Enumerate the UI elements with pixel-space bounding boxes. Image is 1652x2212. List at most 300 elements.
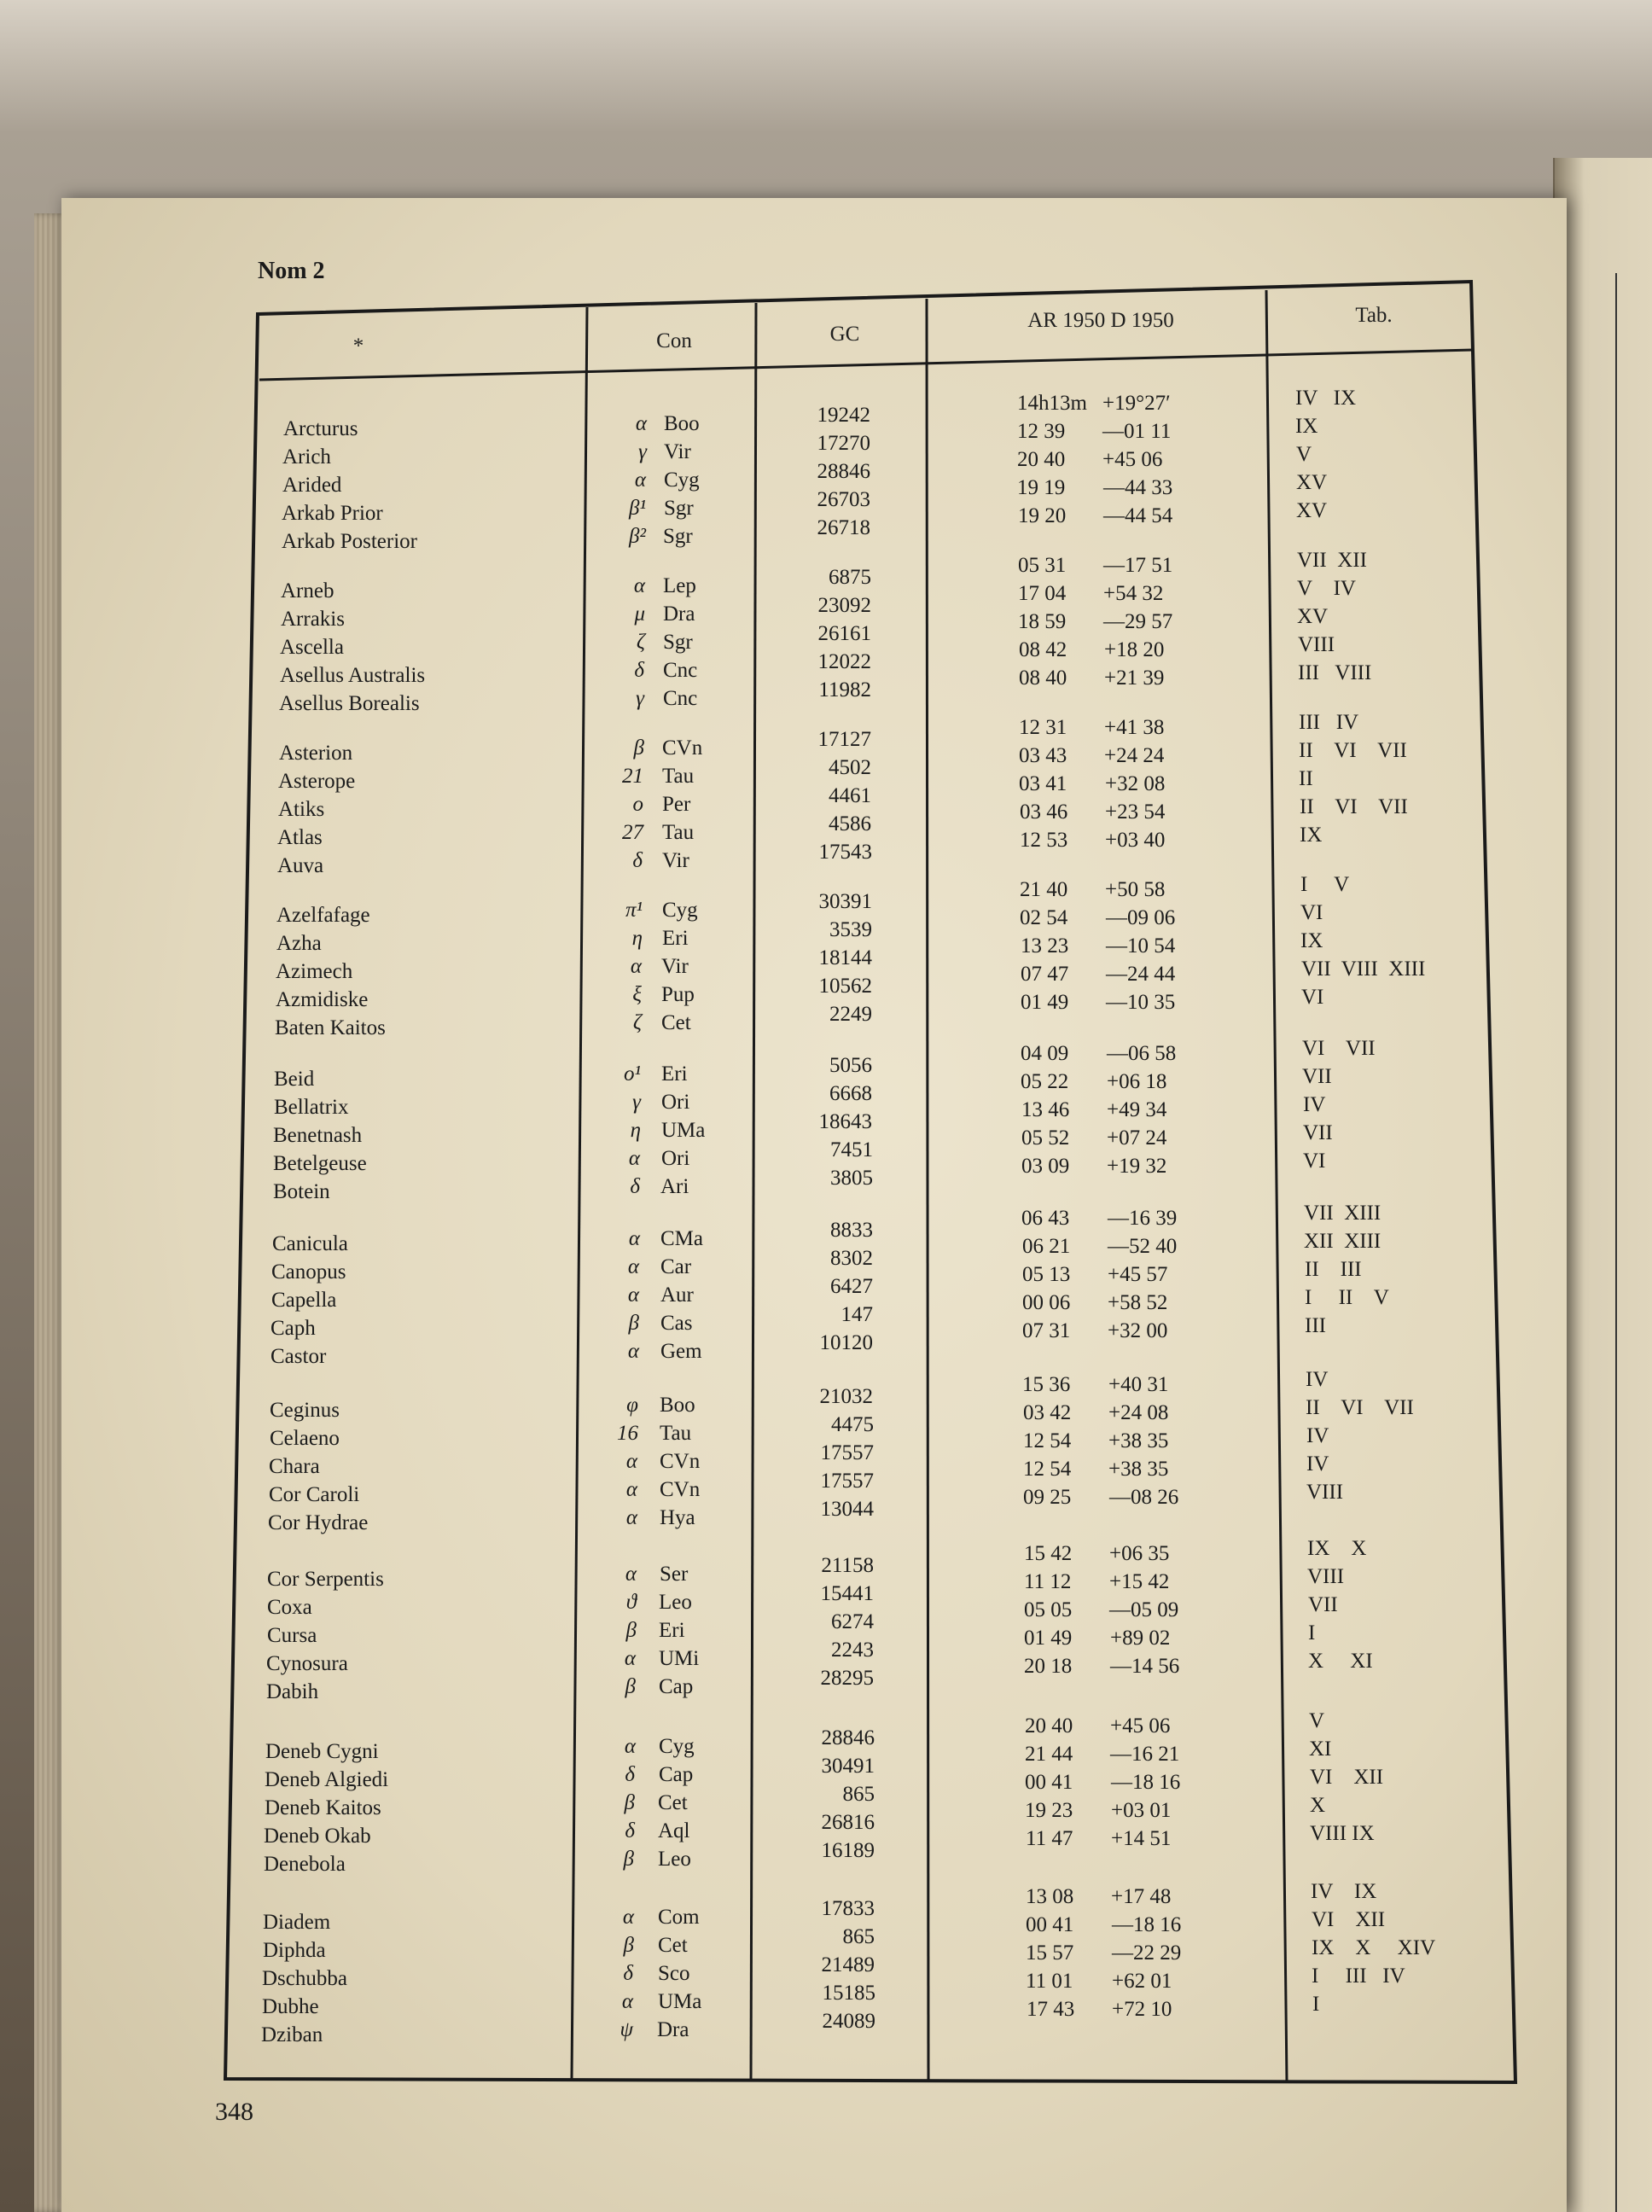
star-name: Auva (277, 854, 324, 877)
right-ascension: 18 59 (1018, 610, 1067, 633)
chart-tables: VII XIII (1304, 1202, 1382, 1225)
gc-number: 28295 (820, 1667, 874, 1690)
chart-tables: VI (1301, 986, 1324, 1009)
star-name: Azha (276, 932, 322, 955)
star-name: Cynosura (266, 1652, 348, 1675)
star-name: Canopus (271, 1260, 346, 1284)
bayer-designation: α (627, 1255, 639, 1278)
star-name: Cor Caroli (269, 1483, 360, 1506)
right-ascension: 05 13 (1022, 1263, 1071, 1286)
right-ascension: 12 53 (1020, 829, 1068, 852)
star-name: Ascella (280, 636, 344, 659)
declination: +41 38 (1104, 716, 1165, 739)
gc-number: 6875 (829, 566, 871, 589)
declination: +32 00 (1108, 1319, 1168, 1342)
star-name: Arcturus (283, 417, 358, 440)
chart-tables: VI XII (1312, 1908, 1386, 1931)
constellation: Eri (661, 1062, 688, 1086)
right-ascension: 12 31 (1019, 716, 1067, 739)
gc-number: 16189 (821, 1839, 875, 1862)
star-name: Arich (282, 445, 331, 469)
star-name: Caph (270, 1317, 316, 1340)
gc-number: 17127 (817, 728, 871, 751)
chart-tables: VII VIII XIII (1301, 958, 1426, 981)
bayer-designation: π¹ (625, 899, 643, 922)
bayer-designation: α (628, 1227, 640, 1250)
gc-number: 8302 (830, 1247, 873, 1270)
header-coords: AR 1950 D 1950 (1027, 309, 1174, 332)
right-ascension: 01 49 (1021, 991, 1069, 1014)
right-ascension: 00 41 (1026, 1913, 1074, 1936)
chart-tables: II VI VII (1300, 795, 1408, 818)
constellation: Tau (660, 1422, 692, 1445)
star-name: Ceginus (270, 1399, 340, 1422)
declination: +14 51 (1111, 1827, 1172, 1850)
star-name: Baten Kaitos (275, 1016, 386, 1039)
constellation: Hya (660, 1506, 695, 1529)
gc-number: 13044 (820, 1498, 874, 1521)
bayer-designation: μ (634, 602, 645, 626)
bayer-designation: α (625, 1563, 637, 1586)
bayer-designation: α (625, 1478, 637, 1501)
right-ascension: 03 09 (1021, 1155, 1070, 1178)
chart-tables: IV IX (1295, 387, 1357, 410)
star-name: Arided (282, 474, 342, 497)
right-ascension: 01 49 (1024, 1627, 1073, 1650)
gc-number: 11982 (818, 678, 871, 701)
gc-number: 17543 (818, 841, 872, 864)
gc-number: 30391 (818, 890, 872, 913)
right-ascension: 07 47 (1021, 963, 1069, 986)
chart-tables: I (1308, 1621, 1316, 1644)
star-name: Azelfafage (276, 904, 370, 927)
declination: —24 44 (1106, 963, 1176, 986)
header-tab: Tab. (1355, 304, 1393, 327)
chart-tables: IV (1306, 1452, 1329, 1476)
star-name: Arkab Prior (282, 502, 383, 525)
bayer-designation: α (627, 1284, 639, 1307)
declination: —05 09 (1109, 1598, 1179, 1621)
right-ascension: 12 54 (1023, 1429, 1072, 1452)
bayer-designation: 27 (622, 821, 643, 844)
declination: +19°27′ (1102, 392, 1171, 415)
constellation: Eri (659, 1619, 685, 1642)
declination: —01 11 (1102, 420, 1172, 443)
declination: +06 18 (1107, 1070, 1167, 1093)
bayer-designation: α (625, 1450, 637, 1473)
right-ascension: 06 43 (1021, 1207, 1070, 1230)
chart-tables: VIII (1307, 1565, 1345, 1588)
gc-number: 4461 (829, 784, 871, 807)
star-name: Deneb Cygni (265, 1740, 379, 1763)
declination: +49 34 (1107, 1098, 1167, 1121)
constellation: Gem (660, 1340, 702, 1363)
gc-number: 26718 (817, 516, 870, 539)
declination: +19 32 (1107, 1155, 1167, 1178)
gc-number: 8833 (830, 1219, 873, 1242)
right-ascension: 19 19 (1017, 476, 1066, 499)
constellation: Ser (660, 1563, 689, 1586)
right-ascension: 11 12 (1024, 1570, 1072, 1593)
declination: +89 02 (1110, 1627, 1171, 1650)
constellation: Vir (664, 440, 691, 463)
declination: —18 16 (1111, 1771, 1181, 1794)
right-ascension: 17 43 (1027, 1998, 1075, 2021)
gc-number: 24089 (822, 2010, 875, 2033)
constellation: Aql (658, 1819, 690, 1842)
constellation: Ori (661, 1091, 690, 1114)
chart-tables: IV (1306, 1424, 1329, 1447)
gc-number: 26703 (817, 488, 870, 511)
gc-number: 21032 (819, 1385, 873, 1408)
constellation: Sgr (663, 525, 693, 548)
star-name: Arkab Posterior (282, 530, 417, 553)
constellation: Cap (659, 1675, 694, 1698)
declination: +62 01 (1112, 1970, 1172, 1993)
gc-number: 17833 (821, 1897, 875, 1920)
right-ascension: 09 25 (1023, 1486, 1072, 1509)
bayer-designation: δ (630, 1175, 640, 1198)
bayer-designation: γ (632, 1091, 641, 1114)
constellation: Tau (662, 821, 695, 844)
chart-tables: IX (1300, 824, 1323, 847)
gc-number: 3539 (829, 918, 872, 941)
constellation: UMa (661, 1119, 706, 1142)
declination: —06 58 (1107, 1042, 1177, 1065)
constellation: Leo (658, 1848, 691, 1871)
star-name: Diphda (263, 1939, 326, 1962)
declination: —10 54 (1106, 934, 1176, 958)
star-name: Bellatrix (274, 1096, 349, 1119)
gc-number: 18643 (818, 1110, 872, 1133)
declination: +24 24 (1104, 744, 1165, 767)
star-name: Chara (269, 1455, 320, 1478)
chart-tables: II VI VII (1299, 739, 1407, 762)
constellation: Aur (660, 1284, 694, 1307)
right-ascension: 05 52 (1021, 1126, 1070, 1150)
bayer-designation: 21 (622, 765, 643, 788)
star-name: Coxa (267, 1596, 312, 1619)
chart-tables: IX (1300, 929, 1323, 952)
star-name: Arneb (281, 579, 334, 602)
right-ascension: 15 57 (1026, 1941, 1074, 1965)
chart-tables: VIII (1306, 1481, 1344, 1504)
bayer-designation: ξ (632, 983, 642, 1006)
bayer-designation: α (634, 469, 646, 492)
gc-number: 10120 (819, 1331, 873, 1354)
right-ascension: 12 54 (1023, 1458, 1072, 1481)
constellation: Cyg (664, 469, 700, 492)
chart-tables: VI (1303, 1150, 1326, 1173)
star-name: Canicula (272, 1232, 348, 1255)
right-ascension: 17 04 (1018, 582, 1067, 605)
constellation: CVn (662, 736, 703, 760)
bayer-designation: α (625, 1506, 637, 1529)
star-name: Asellus Borealis (279, 692, 420, 715)
constellation: Car (660, 1255, 692, 1278)
star-name: Celaeno (270, 1427, 340, 1450)
star-name: Asterion (279, 742, 353, 765)
declination: +38 35 (1108, 1458, 1169, 1481)
bayer-designation: α (627, 1340, 639, 1363)
constellation: Ori (661, 1147, 690, 1170)
declination: +45 06 (1102, 448, 1163, 471)
declination: —16 21 (1110, 1743, 1180, 1766)
constellation: Lep (663, 574, 696, 597)
constellation: Cyg (662, 899, 698, 922)
constellation: Pup (661, 983, 695, 1006)
gc-number: 17557 (820, 1441, 874, 1464)
constellation: UMi (659, 1647, 700, 1670)
star-name: Arrakis (281, 608, 345, 631)
declination: —52 40 (1108, 1235, 1178, 1258)
bayer-designation: β² (629, 525, 646, 548)
chart-tables: X (1310, 1794, 1326, 1817)
star-name: Dabih (266, 1680, 319, 1703)
right-ascension: 08 42 (1019, 638, 1067, 661)
right-ascension: 03 46 (1020, 800, 1068, 824)
chart-tables: IX X (1307, 1537, 1367, 1560)
chart-tables: VI VII (1302, 1037, 1376, 1060)
chart-tables: VIII IX (1310, 1822, 1375, 1845)
right-ascension: 00 41 (1025, 1771, 1073, 1794)
col-rule-4 (1266, 290, 1287, 2081)
gc-number: 19242 (817, 404, 870, 427)
constellation: Per (662, 793, 691, 816)
constellation: Cnc (663, 687, 698, 710)
chart-tables: VIII (1298, 633, 1335, 656)
right-ascension: 21 44 (1025, 1743, 1073, 1766)
star-name: Deneb Algiedi (265, 1768, 389, 1791)
constellation: Cet (661, 1011, 691, 1034)
constellation: Vir (661, 955, 689, 978)
declination: —16 39 (1108, 1207, 1178, 1230)
gc-number: 3805 (830, 1167, 873, 1190)
declination: +45 06 (1110, 1714, 1171, 1738)
gc-number: 28846 (817, 460, 870, 483)
header-gc: GC (829, 323, 860, 346)
constellation: Cas (660, 1312, 693, 1335)
bayer-designation: η (631, 927, 643, 950)
constellation: Dra (657, 2018, 689, 2041)
chart-tables: IV (1306, 1368, 1329, 1391)
bayer-designation: δ (623, 1962, 633, 1985)
chart-tables: V IV (1297, 577, 1356, 600)
declination: +07 24 (1107, 1126, 1167, 1150)
right-ascension: 05 05 (1024, 1598, 1073, 1621)
declination: —44 33 (1103, 476, 1173, 499)
declination: +03 40 (1105, 829, 1166, 852)
gc-number: 4586 (829, 812, 871, 835)
col-rule-3 (927, 299, 928, 2081)
gc-number: 4475 (831, 1413, 874, 1436)
star-name: Denebola (264, 1853, 346, 1876)
bayer-designation: φ (626, 1394, 638, 1417)
chart-tables: XII XIII (1304, 1230, 1382, 1253)
star-name: Dubhe (262, 1995, 319, 2018)
header-rule (259, 350, 1473, 380)
declination: +54 32 (1103, 582, 1164, 605)
gc-number: 17557 (820, 1470, 874, 1493)
chart-tables: VII (1308, 1593, 1338, 1616)
chart-tables: VII XII (1297, 549, 1367, 572)
gc-number: 7451 (830, 1138, 873, 1161)
chart-tables: V (1309, 1709, 1325, 1732)
chart-tables: II III (1305, 1258, 1362, 1281)
constellation: CVn (660, 1478, 701, 1501)
declination: +21 39 (1104, 667, 1165, 690)
chart-tables: VII (1303, 1121, 1333, 1144)
right-ascension: 20 40 (1017, 448, 1066, 471)
right-ascension: 19 20 (1018, 504, 1067, 527)
bayer-designation: ο (632, 793, 643, 816)
star-name: Deneb Kaitos (265, 1796, 381, 1819)
right-ascension: 08 40 (1019, 667, 1067, 690)
bayer-designation: α (622, 1906, 634, 1929)
star-name: Diadem (263, 1911, 331, 1934)
chart-tables: II VI VII (1306, 1396, 1414, 1419)
star-name: Cor Hydrae (268, 1511, 369, 1534)
bayer-designation: 16 (617, 1422, 638, 1445)
section-title: Nom 2 (258, 258, 325, 284)
star-name: Azmidiske (276, 988, 369, 1011)
bayer-designation: δ (625, 1763, 635, 1786)
bayer-designation: α (624, 1647, 636, 1670)
gc-number: 12022 (817, 650, 871, 673)
declination: —17 51 (1103, 554, 1173, 577)
constellation: Cyg (659, 1735, 695, 1758)
chart-tables: V (1296, 443, 1312, 466)
right-ascension: 11 47 (1026, 1827, 1073, 1850)
right-ascension: 20 40 (1025, 1714, 1073, 1738)
right-ascension: 13 46 (1021, 1098, 1070, 1121)
gc-number: 15441 (820, 1582, 874, 1605)
bayer-designation: β (633, 736, 644, 760)
right-ascension: 15 36 (1022, 1373, 1071, 1396)
bayer-designation: α (624, 1735, 636, 1758)
bayer-designation: γ (636, 687, 644, 710)
gc-number: 26816 (821, 1811, 875, 1834)
bayer-designation: γ (638, 440, 647, 463)
constellation: Vir (662, 849, 689, 872)
gc-number: 15185 (822, 1982, 875, 2005)
bayer-designation: ϑ (625, 1591, 637, 1614)
bayer-designation: β¹ (629, 497, 646, 520)
right-ascension: 00 06 (1022, 1291, 1071, 1314)
constellation: Cet (658, 1791, 688, 1814)
gc-number: 28846 (821, 1726, 875, 1749)
constellation: Leo (659, 1591, 692, 1614)
chart-tables: III VIII (1298, 661, 1372, 684)
gc-number: 17270 (817, 432, 870, 455)
bayer-designation: α (635, 412, 647, 435)
constellation: Com (658, 1906, 700, 1929)
declination: +50 58 (1105, 878, 1166, 901)
right-ascension: 15 42 (1024, 1542, 1073, 1565)
declination: —14 56 (1110, 1655, 1180, 1678)
chart-tables: XV (1297, 605, 1329, 628)
star-name: Deneb Okab (264, 1825, 371, 1848)
declination: +23 54 (1105, 800, 1166, 824)
constellation: Cet (658, 1934, 688, 1957)
constellation: Eri (662, 927, 689, 950)
bayer-designation: δ (632, 849, 643, 872)
star-name: Benetnash (273, 1124, 363, 1147)
bayer-designation: η (630, 1119, 641, 1142)
constellation: Dra (663, 602, 695, 626)
gc-number: 4502 (829, 756, 871, 779)
col-rule-1 (572, 307, 587, 2079)
declination: +15 42 (1109, 1570, 1170, 1593)
right-ascension: 05 22 (1021, 1070, 1069, 1093)
star-name: Asellus Australis (280, 664, 426, 687)
declination: +24 08 (1108, 1401, 1169, 1424)
constellation: Boo (660, 1394, 695, 1417)
chart-tables: II (1299, 767, 1313, 790)
star-name: Asterope (278, 770, 356, 793)
header-star: * (352, 335, 364, 358)
bayer-designation: β (625, 1675, 636, 1698)
star-name: Botein (273, 1180, 330, 1203)
right-ascension: 13 08 (1026, 1885, 1074, 1908)
chart-tables: IX X XIV (1312, 1936, 1436, 1959)
gc-number: 30491 (821, 1755, 875, 1778)
declination: +06 35 (1109, 1542, 1170, 1565)
star-name: Castor (270, 1345, 327, 1368)
chart-tables: IV (1303, 1093, 1326, 1116)
declination: —09 06 (1106, 906, 1176, 929)
gc-number: 2249 (829, 1003, 872, 1026)
star-name: Dschubba (262, 1967, 347, 1990)
star-name: Betelgeuse (273, 1152, 367, 1175)
bayer-designation: β (623, 1934, 634, 1957)
bayer-designation: β (624, 1791, 635, 1814)
gc-number: 6274 (831, 1610, 874, 1633)
bayer-designation: α (621, 1990, 633, 2013)
right-ascension: 04 09 (1021, 1042, 1069, 1065)
bayer-designation: δ (625, 1819, 635, 1842)
right-ascension: 20 18 (1024, 1655, 1073, 1678)
gc-number: 2243 (831, 1639, 874, 1662)
declination: —18 16 (1112, 1913, 1182, 1936)
chart-tables: VI (1300, 901, 1323, 924)
constellation: Sgr (664, 497, 694, 520)
bayer-designation: β (623, 1848, 634, 1871)
page-number: 348 (215, 2098, 253, 2126)
right-ascension: 03 41 (1019, 772, 1067, 795)
right-ascension: 14h13m (1017, 392, 1087, 415)
bayer-designation: δ (634, 659, 644, 682)
right-ascension: 03 42 (1023, 1401, 1072, 1424)
star-name: Atlas (277, 826, 323, 849)
gc-number: 147 (841, 1303, 873, 1326)
right-ascension: 21 40 (1020, 878, 1068, 901)
right-ascension: 13 23 (1021, 934, 1069, 958)
star-name: Cursa (267, 1624, 317, 1647)
gc-number: 865 (842, 1783, 875, 1806)
gc-number: 6427 (830, 1275, 873, 1298)
chart-tables: VII (1302, 1065, 1332, 1088)
right-ascension: 12 39 (1017, 420, 1066, 443)
chart-tables: XV (1296, 499, 1328, 522)
star-name: Beid (274, 1068, 315, 1091)
star-name: Dziban (261, 2023, 323, 2046)
gc-number: 21158 (821, 1554, 874, 1577)
declination: —08 26 (1109, 1486, 1179, 1509)
right-ascension: 19 23 (1025, 1799, 1073, 1822)
chart-tables: I III IV (1312, 1965, 1405, 1988)
right-ascension: 06 21 (1022, 1235, 1071, 1258)
